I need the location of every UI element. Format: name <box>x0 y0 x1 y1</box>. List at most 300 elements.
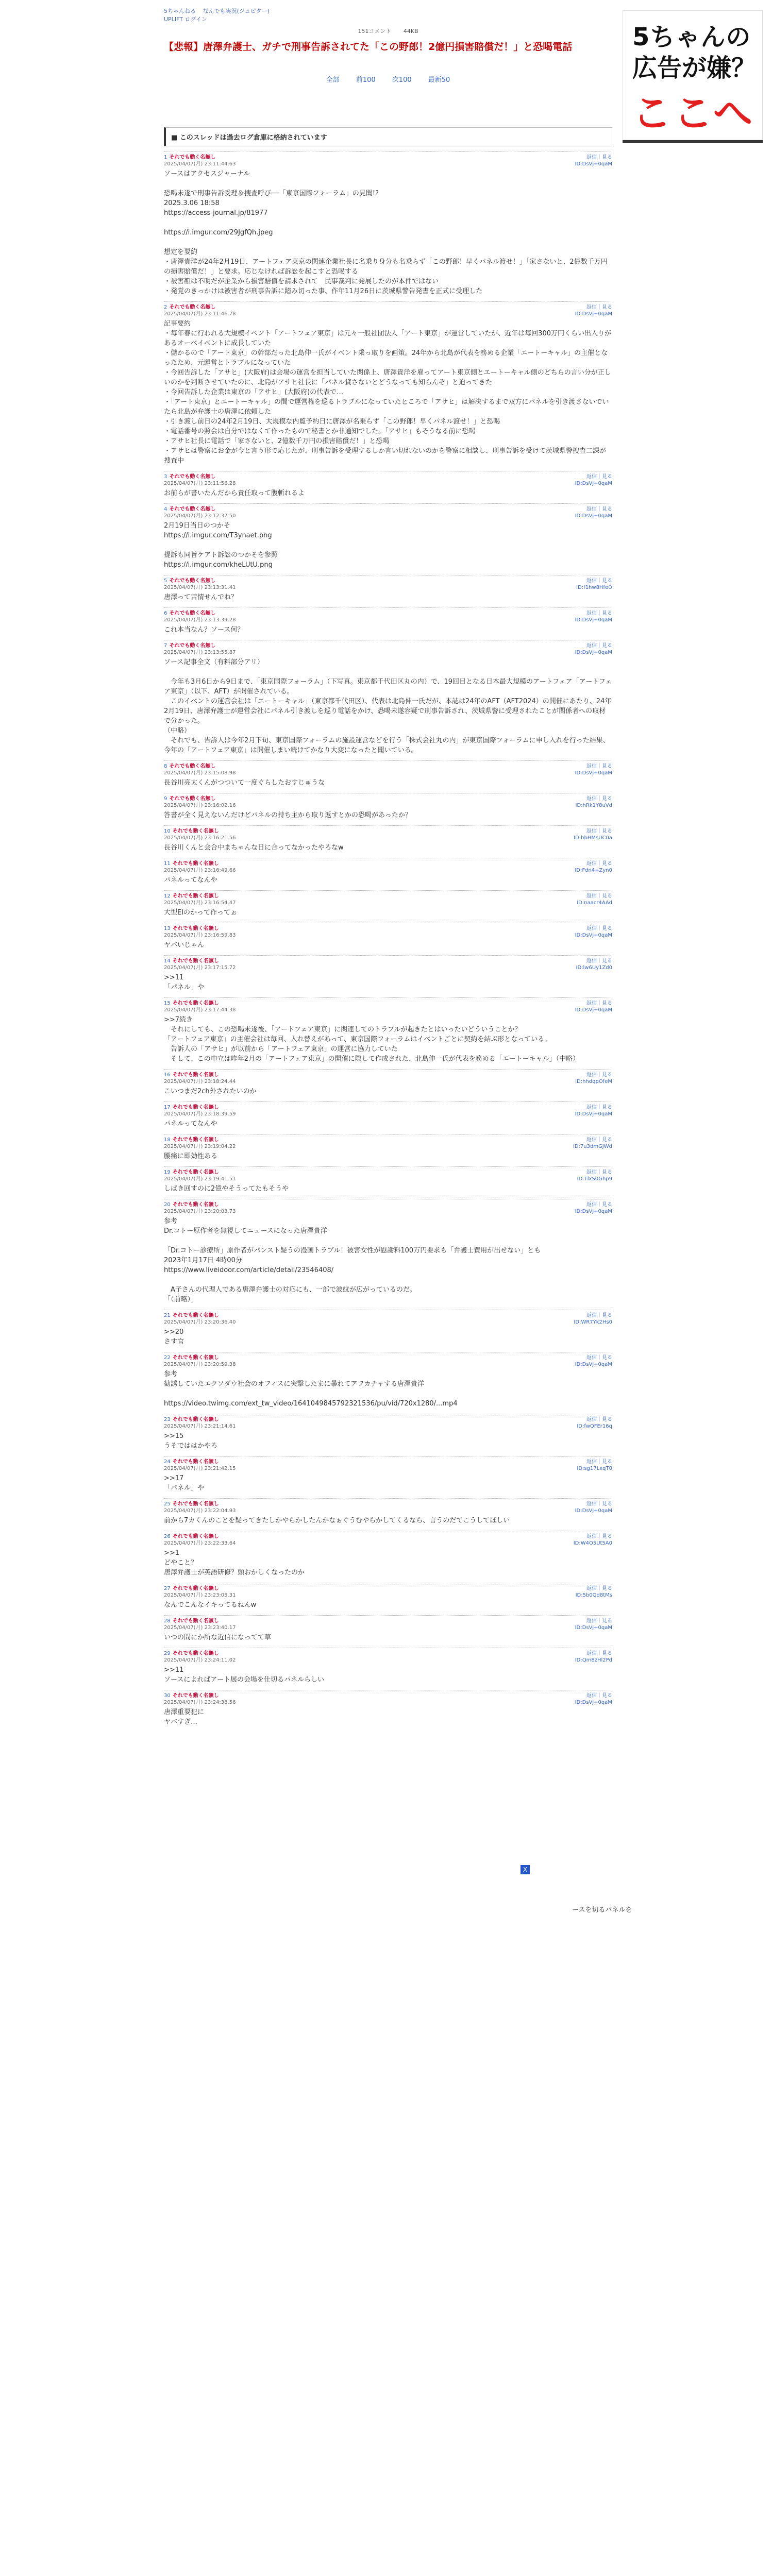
post-author: それでも動く名無し <box>172 1355 219 1361</box>
post-header <box>164 304 612 311</box>
post-id[interactable]: ID:DsVj+0qaM <box>575 1700 612 1705</box>
link-login[interactable]: UPLIFT ログイン <box>164 16 207 23</box>
post-number[interactable]: 8 <box>164 764 167 769</box>
post <box>164 825 612 853</box>
post-meta <box>164 154 215 161</box>
post-number[interactable]: 17 <box>164 1105 171 1110</box>
post-id[interactable]: ID:hRk1Y8uVd <box>575 803 612 808</box>
post-date: 2025/04/07(月) 23:16:54.47 <box>164 900 236 906</box>
reply-link[interactable]: 返信｜見る <box>586 1586 612 1591</box>
post-meta <box>164 1201 219 1208</box>
post-id[interactable]: ID:WR7Yk2Hs0 <box>574 1319 612 1325</box>
post <box>164 151 612 296</box>
post <box>164 955 612 992</box>
post-id[interactable]: ID:DsVj+0qaM <box>575 1508 612 1514</box>
post-date: 2025/04/07(月) 23:21:14.61 <box>164 1423 236 1429</box>
post-date: 2025/04/07(月) 23:23:40.17 <box>164 1625 236 1631</box>
post-number[interactable]: 19 <box>164 1170 171 1175</box>
post-subheader <box>164 1208 612 1215</box>
post-date: 2025/04/07(月) 23:24:11.02 <box>164 1657 236 1663</box>
post-meta <box>164 473 215 480</box>
reply-link[interactable]: 返信｜見る <box>586 1618 612 1624</box>
post-id[interactable]: ID:DsVj+0qaM <box>575 161 612 167</box>
post-body: パネルってなんや <box>164 876 217 884</box>
post-subheader <box>164 1507 612 1514</box>
post-author: それでも動く名無し <box>172 1586 219 1591</box>
reply-link[interactable]: 返信｜見る <box>586 1105 612 1110</box>
post-author: それでも動く名無し <box>169 474 216 480</box>
post-subheader <box>164 900 612 906</box>
ad-line-2: 広告が嫌？ <box>632 54 757 82</box>
reply-link[interactable]: 返信｜見る <box>586 764 612 769</box>
post-meta <box>164 1692 219 1699</box>
post-id[interactable]: ID:Qm8zHl2Pd <box>575 1657 612 1663</box>
post-subheader <box>164 161 612 167</box>
post-id[interactable]: ID:fwQFEr16q <box>577 1423 612 1429</box>
reply-link[interactable]: 返信｜見る <box>586 1313 612 1318</box>
post <box>164 1615 612 1642</box>
reply-link[interactable]: 返信｜見る <box>586 958 612 964</box>
post-meta <box>164 958 219 964</box>
post-body: 参考 勧誘していたエクソダウ社会のオフィスに突撃したまに暴れてアフカチャする唐澤貴洋 https://video.twimg.com/ext_tw_video/1641049845792321536/pu/vid/720x1280/...mp4 <box>164 1370 458 1408</box>
reply-link[interactable]: 返信｜見る <box>586 1501 612 1507</box>
post-meta <box>164 1072 219 1078</box>
post-id[interactable]: ID:DsVj+0qaM <box>575 1007 612 1013</box>
post-date: 2025/04/07(月) 23:22:33.64 <box>164 1540 236 1546</box>
post <box>164 640 612 755</box>
post-header <box>164 473 612 480</box>
post-header <box>164 925 612 932</box>
post-number[interactable]: 7 <box>164 643 167 649</box>
post-id[interactable]: ID:sg17LxqT0 <box>577 1466 612 1471</box>
post-id[interactable]: ID:f1hw8HfeO <box>576 585 612 590</box>
post-body: 参考 Dr.コトー原作者を無視してニュースになった唐澤貴洋 「Dr.コトー診療所」原作者がパンスト疑うの漫画トラブル！被害女性が慰謝料100万円要求も「弁護士費用が出せない」とも 2023年1月17日 4時00分 https://www.liveidoor.com/article/detail/23546408/ A子さんの代理人である唐澤弁護士の対応にも、一部で波紋が広がっているのだ。 「（前略）」 <box>164 1217 541 1303</box>
post-id[interactable]: ID:DsVj+0qaM <box>575 311 612 317</box>
post-subheader <box>164 1699 612 1706</box>
post-header <box>164 893 612 900</box>
link-5ch[interactable]: 5ちゃんねる <box>164 8 196 14</box>
post-number[interactable]: 24 <box>164 1459 171 1465</box>
post-subheader <box>164 1319 612 1326</box>
page-title: 【悲報】唐澤弁護士、ガチで刑事告訴されてた「この野郎！2億円損害賠償だ！」と恐喝電話 <box>164 41 573 53</box>
post-author: それでも動く名無し <box>172 958 219 964</box>
reply-link[interactable]: 返信｜見る <box>586 643 612 649</box>
post-author: それでも動く名無し <box>169 611 216 616</box>
post-author: それでも動く名無し <box>172 1651 219 1656</box>
reply-link[interactable]: 返信｜見る <box>586 611 612 616</box>
post-body: 長谷川亮太くんがつついて一度ぐらしたおすじゅうな <box>164 779 325 787</box>
post-date: 2025/04/07(月) 23:16:02.16 <box>164 803 236 808</box>
post-meta <box>164 1169 219 1176</box>
post-author: それでも動く名無し <box>172 1693 219 1699</box>
post-header <box>164 506 612 513</box>
post-subheader <box>164 932 612 939</box>
post-id[interactable]: ID:DsVj+0qaM <box>575 617 612 623</box>
post-id[interactable]: ID:DsVj+0qaM <box>575 1362 612 1367</box>
post-body: 前から7カくんのことを疑ってきたしかやらかしたんかなぁぐうむやらかしてくるなら、言うのだてこうしてほしい <box>164 1517 510 1524</box>
post <box>164 503 612 570</box>
post-body: 答書が全く見えないんだけどパネルの持ち主から取り返すとかの恐喝があったか？ <box>164 811 412 819</box>
post-subheader <box>164 1423 612 1430</box>
post-date: 2025/04/07(月) 23:21:42.15 <box>164 1466 236 1471</box>
post-number[interactable]: 25 <box>164 1501 171 1507</box>
post-number[interactable]: 28 <box>164 1618 171 1624</box>
post-body: 2月19日当日のつかそ https://i.imgur.com/T3ynaet.png 提訴も同旨ケアト訴訟のつかそを参照 https://i.imgur.com/kheLUtU.png <box>164 522 278 569</box>
post-body: >>7続き それにしても、この恐喝未遂後、「アートフェア東京」に関連してのトラブルが起きたとはいったいどういうことか？ 「アートフェア東京」の主催会社は毎回、入れ替えがあって、東京国際フォーラムはイベントごとに契約を結ぶ形となっている。 告訴人の「アサヒ」が以前から「アートフェア東京」の運営に協力していた そして、この申立は昨年2月の「アートフェア東京」の開催に際して作成された、北島伸一氏が代表を務める「エートーキャル」（中略） <box>164 1016 580 1063</box>
post-number[interactable]: 11 <box>164 861 171 867</box>
post-body: 唐澤重要犯に ヤバすぎ… <box>164 1708 205 1726</box>
post-meta <box>164 1104 219 1111</box>
reply-link[interactable]: 返信｜見る <box>586 828 612 834</box>
post <box>164 890 612 918</box>
post-subheader <box>164 835 612 841</box>
reply-link[interactable]: 返信｜見る <box>586 1693 612 1699</box>
post-author: それでも動く名無し <box>169 155 216 160</box>
post-id[interactable]: ID:5b0Qd8tMs <box>575 1592 612 1598</box>
ad-banner[interactable] <box>623 10 763 140</box>
post-subheader <box>164 802 612 809</box>
post-body: 腰痛に即効性ある <box>164 1153 218 1160</box>
reply-link[interactable]: 返信｜見る <box>586 1355 612 1361</box>
post-date: 2025/04/07(月) 23:17:15.72 <box>164 965 236 971</box>
post-author: それでも動く名無し <box>169 643 216 649</box>
post-id[interactable]: ID:W4O5Ut5A0 <box>573 1540 612 1546</box>
post-number[interactable]: 30 <box>164 1693 171 1699</box>
post-number[interactable]: 22 <box>164 1355 171 1361</box>
post-meta <box>164 1585 219 1592</box>
post-body: >>1 どやこと？ 唐澤弁護士が英語研修？頭おかしくなったのか <box>164 1549 305 1577</box>
reply-link[interactable]: 返信｜見る <box>586 1417 612 1422</box>
post <box>164 1069 612 1096</box>
post-subheader <box>164 584 612 591</box>
post <box>164 1583 612 1610</box>
post-subheader <box>164 1540 612 1547</box>
post-header <box>164 1459 612 1465</box>
post-author: それでも動く名無し <box>169 506 216 512</box>
post-subheader <box>164 1176 612 1182</box>
post-number[interactable]: 14 <box>164 958 171 964</box>
reply-link[interactable]: 返信｜見る <box>586 578 612 584</box>
post-header <box>164 1169 612 1176</box>
reply-link[interactable]: 返信｜見る <box>586 926 612 931</box>
post-author: それでも動く名無し <box>172 1072 219 1078</box>
post-meta <box>164 828 219 835</box>
reply-link[interactable]: 返信｜見る <box>586 1170 612 1175</box>
post-number[interactable]: 13 <box>164 926 171 931</box>
post-body: これ本当なん？ソース何？ <box>164 626 244 634</box>
post-subheader <box>164 649 612 656</box>
reply-link[interactable]: 返信｜見る <box>586 893 612 899</box>
post-date: 2025/04/07(月) 23:20:36.40 <box>164 1319 236 1325</box>
post-number[interactable]: 29 <box>164 1651 171 1656</box>
post-header <box>164 1501 612 1507</box>
post-number[interactable]: 21 <box>164 1313 171 1318</box>
post-id[interactable]: ID:DsVj+0qaM <box>575 650 612 655</box>
post-body: ソースはアクセスジャーナル 恐喝未遂で刑事告訴受理＆捜査呼び──「東京国際フォーラム」の見聞!? 2025.3.06 18:58 https://access-journal.jp/81977 https://i.imgur.com/29JgfQh.jpeg 想定を要約 ・唐澤貴洋が24年2月19日、アートフェア東京の関連企業社長に名乗り身分も名乗らず「この野郎！早くパネル渡せ！」「家さないと、2億数千万円の損害賠償だ！」と要求。応じなければ訴訟を起こすと恐喝する ・被害額は不明だが企業から損害賠償を請求されて 民事裁判に発展したのが本件ではない ・発覚のきっかけは被害者が刑事告訴に踏み切った事、作年11月26日に茨城県警告発書を正式に受理した <box>164 170 608 295</box>
post-subheader <box>164 1078 612 1085</box>
overlay-text: ースを切るパネルを <box>572 1906 632 1914</box>
reply-link[interactable]: 返信｜見る <box>586 1459 612 1465</box>
post-number[interactable]: 1 <box>164 155 167 160</box>
post-date: 2025/04/07(月) 23:19:04.22 <box>164 1144 236 1149</box>
post <box>164 1166 612 1194</box>
post-author: それでも動く名無し <box>169 796 216 802</box>
post-date: 2025/04/07(月) 23:24:38.56 <box>164 1700 236 1705</box>
post-number[interactable]: 4 <box>164 506 167 512</box>
post-id[interactable]: ID:DsVj+0qaM <box>575 513 612 519</box>
reply-link[interactable]: 返信｜見る <box>586 304 612 310</box>
post-date: 2025/04/07(月) 23:11:46.78 <box>164 311 236 317</box>
post-header <box>164 1201 612 1208</box>
post-date: 2025/04/07(月) 23:11:56.28 <box>164 481 236 486</box>
post-meta <box>164 925 219 932</box>
post-header <box>164 1104 612 1111</box>
post-header <box>164 860 612 867</box>
post-header <box>164 578 612 584</box>
post-id[interactable]: ID:DsVj+0qaM <box>575 1111 612 1117</box>
post-date: 2025/04/07(月) 23:19:41.51 <box>164 1176 236 1182</box>
thread-nav <box>164 74 612 84</box>
post-number[interactable]: 3 <box>164 474 167 480</box>
post-header <box>164 1312 612 1319</box>
post-body: >>20 さす官 <box>164 1328 184 1346</box>
post-meta <box>164 506 215 513</box>
nav-latest50[interactable]: 最新50 <box>428 76 450 84</box>
post-number[interactable]: 5 <box>164 578 167 584</box>
post-date: 2025/04/07(月) 23:16:49.66 <box>164 868 236 873</box>
post <box>164 1456 612 1493</box>
post-header <box>164 1000 612 1007</box>
post-subheader <box>164 1657 612 1664</box>
post <box>164 1414 612 1451</box>
post-header <box>164 763 612 770</box>
post-meta <box>164 893 219 900</box>
post-id[interactable]: ID:7u3dmGJWd <box>573 1144 612 1149</box>
post-author: それでも動く名無し <box>172 1501 219 1507</box>
post-number[interactable]: 16 <box>164 1072 171 1078</box>
ad-line-3: ここへ <box>632 90 754 136</box>
post-subheader <box>164 617 612 623</box>
post-id[interactable]: ID:Fdn4+Zyn0 <box>575 868 612 873</box>
post-meta <box>164 1501 219 1507</box>
post-author: それでも動く名無し <box>172 1170 219 1175</box>
post-id[interactable]: ID:hhdqpOfeM <box>575 1079 612 1084</box>
post-body: 大型EIのかって作ってぉ <box>164 909 238 917</box>
post-header <box>164 958 612 964</box>
reply-link[interactable]: 返信｜見る <box>586 1651 612 1656</box>
post-author: それでも動く名無し <box>172 1618 219 1624</box>
post-author: それでも動く名無し <box>172 893 219 899</box>
post-subheader <box>164 770 612 776</box>
post-id[interactable]: ID:DsVj+0qaM <box>575 770 612 776</box>
post-list <box>164 151 612 1727</box>
post-id[interactable]: ID:DsVj+0qaM <box>575 481 612 486</box>
post-id[interactable]: ID:naacr4AAd <box>577 900 612 906</box>
post-number[interactable]: 6 <box>164 611 167 616</box>
post-subheader <box>164 964 612 971</box>
post-date: 2025/04/07(月) 23:12:37.50 <box>164 513 236 519</box>
post-subheader <box>164 1111 612 1117</box>
post-author: それでも動く名無し <box>172 828 219 834</box>
post-number[interactable]: 20 <box>164 1202 171 1208</box>
post-number[interactable]: 23 <box>164 1417 171 1422</box>
post-meta <box>164 1000 219 1007</box>
post <box>164 1531 612 1578</box>
post-id[interactable]: ID:TlxS0Ghp9 <box>577 1176 612 1182</box>
post-id[interactable]: ID:DsVj+0qaM <box>575 1209 612 1214</box>
reply-link[interactable]: 返信｜見る <box>586 506 612 512</box>
post-meta <box>164 610 215 617</box>
post-author: それでも動く名無し <box>172 1313 219 1318</box>
post-header <box>164 1354 612 1361</box>
post-body: >>17 「パネル」や <box>164 1475 205 1492</box>
link-board[interactable]: なんでも実況(ジュピター) <box>203 8 270 14</box>
post <box>164 1498 612 1526</box>
post-date: 2025/04/07(月) 23:22:04.93 <box>164 1508 236 1514</box>
reply-link[interactable]: 返信｜見る <box>586 861 612 867</box>
post-header <box>164 828 612 835</box>
post-meta <box>164 1650 219 1657</box>
post-header <box>164 642 612 649</box>
post-meta <box>164 763 215 770</box>
post-meta <box>164 304 215 311</box>
post <box>164 607 612 635</box>
post-number[interactable]: 15 <box>164 1001 171 1006</box>
post <box>164 997 612 1064</box>
post <box>164 858 612 885</box>
post-id[interactable]: ID:hbHMsUC0a <box>574 835 612 841</box>
post-author: それでも動く名無し <box>172 1202 219 1208</box>
post-subheader <box>164 1361 612 1368</box>
post-header <box>164 1585 612 1592</box>
post-author: それでも動く名無し <box>172 926 219 931</box>
post-number[interactable]: 2 <box>164 304 167 310</box>
post-author: それでも動く名無し <box>169 578 216 584</box>
post-subheader <box>164 1624 612 1631</box>
comment-count: 151コメント <box>358 28 392 35</box>
ad-divider <box>623 140 763 143</box>
post-author: それでも動く名無し <box>172 1137 219 1143</box>
post <box>164 793 612 820</box>
thread-stats <box>164 27 612 35</box>
post-date: 2025/04/07(月) 23:18:24.44 <box>164 1079 236 1084</box>
post <box>164 1101 612 1129</box>
reply-link[interactable]: 返信｜見る <box>586 1001 612 1006</box>
post-number[interactable]: 12 <box>164 893 171 899</box>
nav-prev100[interactable]: 前100 <box>356 76 376 84</box>
post-header <box>164 610 612 617</box>
post-body: >>15 うそでははかやろ <box>164 1432 218 1450</box>
post-header <box>164 1692 612 1699</box>
post-subheader <box>164 1465 612 1472</box>
reply-link[interactable]: 返信｜見る <box>586 1137 612 1143</box>
archive-notice: ■ このスレッドは過去ログ倉庫に格納されています <box>164 127 612 146</box>
post <box>164 1648 612 1685</box>
post-author: それでも動く名無し <box>172 861 219 867</box>
post-number[interactable]: 9 <box>164 796 167 802</box>
post-author: それでも動く名無し <box>172 1417 219 1422</box>
post-header <box>164 1650 612 1657</box>
thread-container <box>164 0 612 1727</box>
post-author: それでも動く名無し <box>169 304 216 310</box>
reply-link[interactable]: 返信｜見る <box>586 1202 612 1208</box>
post-author: それでも動く名無し <box>172 1459 219 1465</box>
post-body: いつの間にか所な近信になってて草 <box>164 1634 272 1641</box>
post-body: >>11 ソースによればアート展の会場を仕切るパネルらしい <box>164 1666 324 1684</box>
reply-link[interactable]: 返信｜見る <box>586 1072 612 1078</box>
reply-link[interactable]: 返信｜見る <box>586 474 612 480</box>
post-author: それでも動く名無し <box>172 1534 219 1539</box>
post-author: それでも動く名無し <box>169 764 216 769</box>
post-meta <box>164 1416 219 1423</box>
post-meta <box>164 1312 219 1319</box>
post-subheader <box>164 1007 612 1013</box>
post-body: >>11 「パネル」や <box>164 974 205 991</box>
post <box>164 1199 612 1304</box>
nav-next100[interactable]: 次100 <box>392 76 412 84</box>
post-id[interactable]: ID:DsVj+0qaM <box>575 1625 612 1631</box>
post-body: ヤバいじゃん <box>164 941 205 949</box>
reply-link[interactable]: 返信｜見る <box>586 796 612 802</box>
post-subheader <box>164 867 612 874</box>
post-header <box>164 1533 612 1540</box>
post-number[interactable]: 26 <box>164 1534 171 1539</box>
post-meta <box>164 1459 219 1465</box>
post-subheader <box>164 480 612 487</box>
post-subheader <box>164 1592 612 1599</box>
post-header <box>164 1618 612 1624</box>
post-header <box>164 1416 612 1423</box>
post-body: 長谷川くんと会合中まちゃんな日に合ってなかったやろなw <box>164 844 344 852</box>
post-id[interactable]: ID:lw6Uy1Zd0 <box>576 965 612 971</box>
post-meta <box>164 860 219 867</box>
post-body: こいつまだ2ch外されたいのか <box>164 1088 257 1095</box>
post <box>164 1134 612 1161</box>
post-subheader <box>164 513 612 519</box>
post-number[interactable]: 18 <box>164 1137 171 1143</box>
post-body: パネルってなんや <box>164 1120 217 1128</box>
post-date: 2025/04/07(月) 23:13:39.28 <box>164 617 236 623</box>
post-header <box>164 1072 612 1078</box>
reply-link[interactable]: 返信｜見る <box>586 155 612 160</box>
post-header <box>164 1137 612 1143</box>
post-date: 2025/04/07(月) 23:23:05.31 <box>164 1592 236 1598</box>
post-author: それでも動く名無し <box>172 1001 219 1006</box>
post <box>164 301 612 466</box>
close-icon[interactable]: X <box>521 1865 530 1874</box>
post-subheader <box>164 311 612 317</box>
post-meta <box>164 1354 219 1361</box>
reply-link[interactable]: 返信｜見る <box>586 1534 612 1539</box>
post-date: 2025/04/07(月) 23:16:21.56 <box>164 835 236 841</box>
top-links <box>164 0 612 24</box>
post-body: 記事要約 ・毎年春に行われる大規模イベント「アートフェア東京」は元々一般社団法人「アート東京」が運営していたが、近年は毎回300万円くらい出入りがあるオーベイベントに成長していた ・儲かるので「アート東京」の幹部だった北島伸一氏がイベント乗っ取りを画策。24年から北島が代表を務める企業「エートーキャル」の主催となったため、元運営とトラブルになっていた ・今回告訴した「アサヒ」(大阪府)は会場の運営を担当していた関係上、唐澤貴洋を雇ってアート東京側とエートーキャル側のどちらの言い分が正しいのかを判断させていたのに、北島がアサヒ社長に「パネル貸さないとどうなっても知らんぞ」と迫ってきた ・今回告訴した企業は東京の「アサヒ」(大阪府)の代表で… ・「アート東京」とエートーキャル」の間で運営権を巡るトラブルになっていたところで「アサヒ」は解決するまで双方にパネルを引き渡さないでいたら北島が弁護士の唐澤に依頼した ・引き渡し前日の24年2月19日、大規模な内覧予約日に唐澤が名乗らず「この野郎！早くパネル渡せ！」と恐喝 ・電話番号の照会は自分ではなくて作ったもので秘書とか非通知でした。「アサヒ」もそうなる前に恐喝 ・アサヒ社長に電話で「家さないと、2億数千万円の損害賠償だ！」と恐喝 ・アサヒは警察にお金が今と言う形で応じたが、刑事告訴を受理するしか言い切れないのかを警察に相談し、刑事告訴を受けて茨城県警捜査二課が捜査中 <box>164 320 611 465</box>
post-number[interactable]: 27 <box>164 1586 171 1591</box>
post-date: 2025/04/07(月) 23:17:44.38 <box>164 1007 236 1013</box>
post-date: 2025/04/07(月) 23:13:31.41 <box>164 585 236 590</box>
post <box>164 1310 612 1347</box>
post-id[interactable]: ID:DsVj+0qaM <box>575 933 612 938</box>
post <box>164 1352 612 1409</box>
post-body: なんでこんなイキってるねんw <box>164 1601 257 1609</box>
post-header <box>164 154 612 161</box>
post-date: 2025/04/07(月) 23:13:55.87 <box>164 650 236 655</box>
post <box>164 471 612 498</box>
post-body: しばき回すのに2億やそうってたもそうや <box>164 1185 289 1193</box>
nav-all[interactable]: 全部 <box>326 76 340 84</box>
post-number[interactable]: 10 <box>164 828 171 834</box>
ad-line-1: 5ちゃんの <box>632 23 751 52</box>
